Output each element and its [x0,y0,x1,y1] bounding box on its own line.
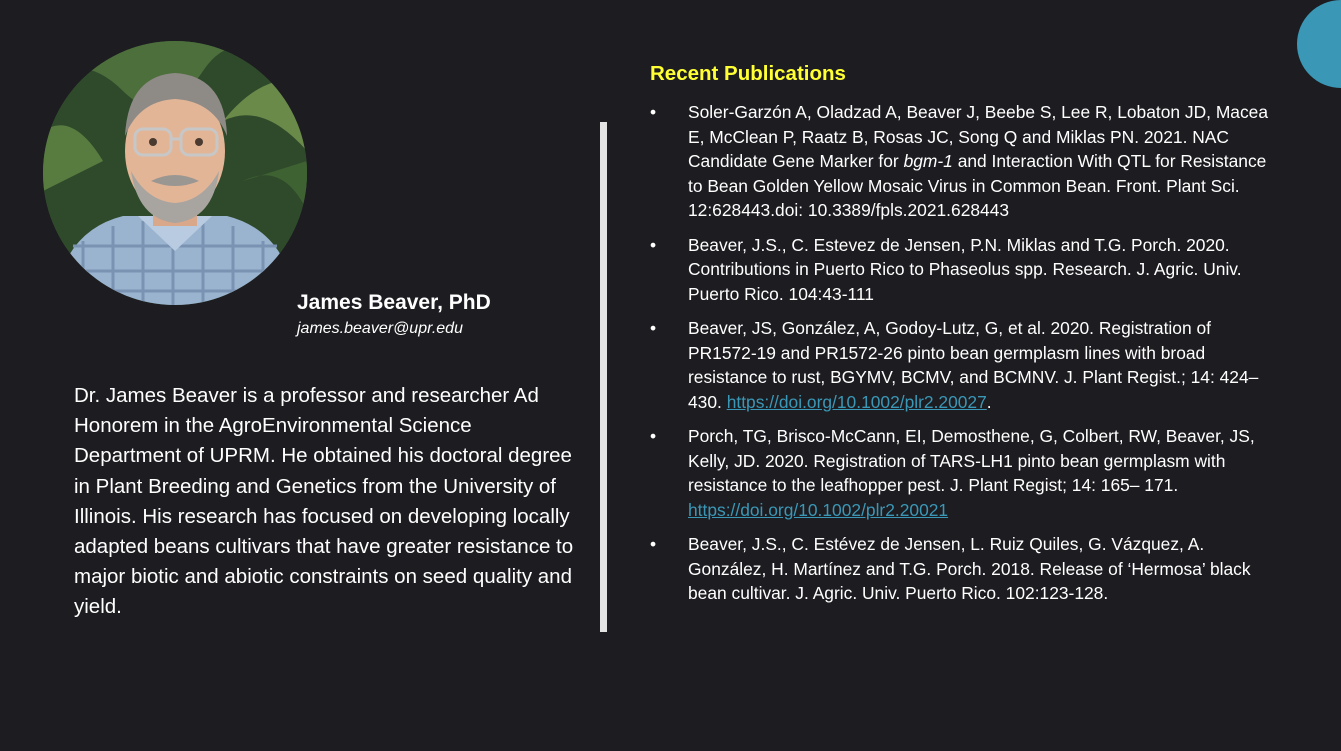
profile-bio: Dr. James Beaver is a professor and researcher Ad Honorem in the AgroEnvironmental Science Department of UPRM. He obtained his doctoral degree in Plant Breeding and Genetics from the University of Illinois. His research has focused on developing locally adapted beans cultivars that have greater resistance to major biotic and abiotic constraints on seed quality and yield. [74,384,574,619]
profile-email[interactable]: james.beaver@upr.edu [297,320,463,337]
publication-text: Beaver, J.S., C. Estévez de Jensen, L. Ruiz Quiles, G. Vázquez, A. González, H. Martínez and T.G. Porch. 2018. Release of ‘Hermosa’ black bean cultivar. J. Agric. Univ. Puerto Rico. 102:123-128. [688,534,1251,603]
publication-text: Beaver, JS, González, A, Godoy-Lutz, G, et al. 2020. Registration of PR1572-19 and PR1572-26 pinto bean germplasm lines with broad resistance to rust, BGYMV, BCMV, and BCMNV. J. Plant Regist.; 14: 424– 430. [688,318,1259,412]
publication-text: Porch, TG, Brisco-McCann, EI, Demosthene, G, Colbert, RW, Beaver, JS, Kelly, JD. 2020. Registration of TARS-LH1 pinto bean germplasm with resistance to the leafhopper pest. J. Plant Regist; 14: 165– 171. [688,426,1255,495]
corner-decoration-circle [1297,0,1341,88]
bullet: • [650,318,657,338]
publication-item [650,233,1280,307]
bullet: • [650,102,657,122]
publications-list [650,100,1280,616]
profile-photo [43,41,307,305]
publication-doi-link[interactable]: https://doi.org/10.1002/plr2.20021 [688,499,949,520]
bullet: • [650,426,657,446]
publications-title: Recent Publications [650,62,846,85]
publication-item [650,424,1280,522]
publication-doi-link[interactable]: https://doi.org/10.1002/plr2.20027 [726,391,987,412]
publication-text: Beaver, J.S., C. Estevez de Jensen, P.N. Miklas and T.G. Porch. 2020. Contributions in Puerto Rico to Phaseolus spp. Research. J. Agric. Univ. Puerto Rico. 104:43-111 [688,234,1242,304]
bullet: • [650,534,657,554]
publication-text-cont: and Interaction With QTL for Resistance to Bean Golden Yellow Mosaic Virus in Common Bean. Front. Plant Sci. 12:628443.doi: 10.3389/fpls.2021.628443 [688,151,1267,220]
publication-item [650,316,1280,414]
publication-gene-name: bgm-1 [903,151,953,171]
bullet: • [650,234,657,255]
publication-text-end: . [986,391,992,412]
publication-item [650,532,1280,606]
vertical-divider [600,122,607,632]
publication-text: Soler-Garzón A, Oladzad A, Beaver J, Beebe S, Lee R, Lobaton JD, Macea E, McClean P, Raatz B, Rosas JC, Song Q and Miklas PN. 2021. NAC Candidate Gene Marker for [688,102,1269,171]
profile-name: James Beaver, PhD [297,291,491,314]
publication-item [650,100,1280,223]
